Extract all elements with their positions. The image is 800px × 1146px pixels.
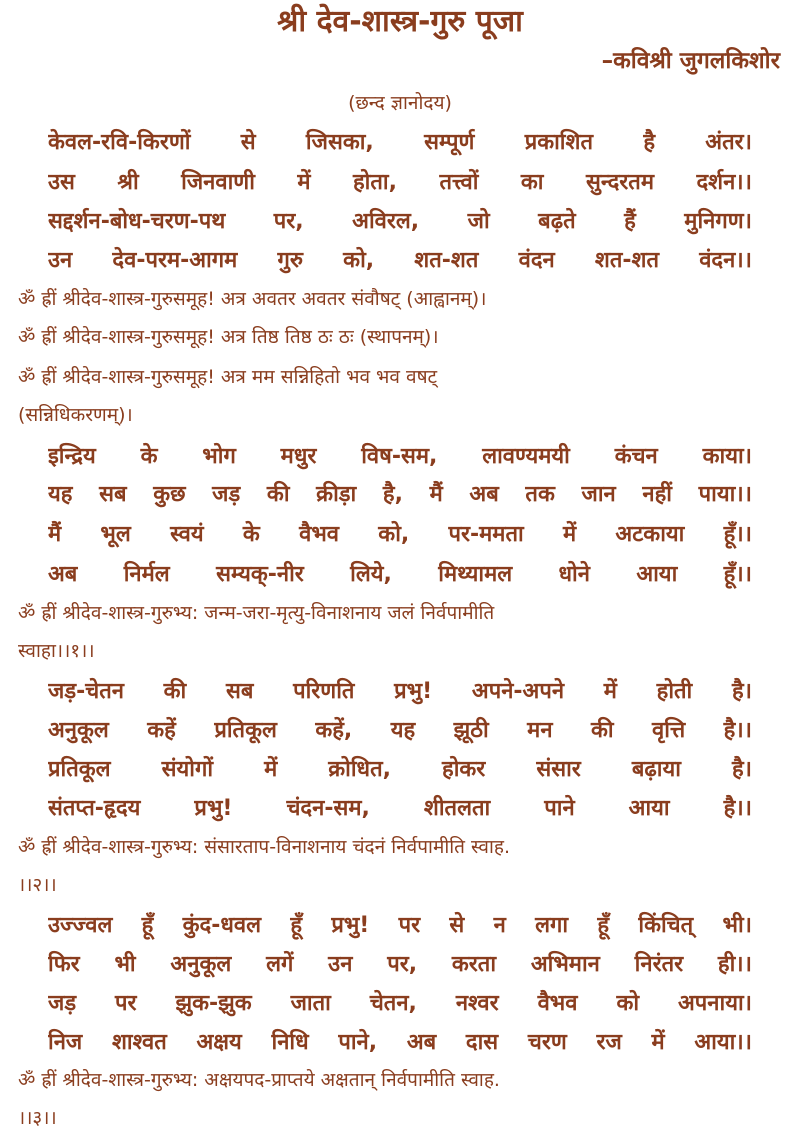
- mantra-line: ॐ ह्रीं श्रीदेव-शास्त्र-गुरुसमूह! अत्र तिष्ठ तिष्ठ ठः ठः (स्थापनम्)।: [18, 326, 439, 348]
- verse-line: मैं भूल स्वयं के वैभव को, पर-ममता में अटकाया हूँ।।: [48, 522, 752, 547]
- chhand-label: (छन्द ज्ञानोदय): [348, 92, 452, 114]
- verse-line: उन देव-परम-आगम गुरु को, शत-शत वंदन शत-शत वंदन।।: [48, 248, 752, 273]
- verse-line: अब निर्मल सम्यक्-नीर लिये, मिथ्यामल धोने आया हूँ।।: [48, 562, 752, 587]
- verse-line: सद्दर्शन-बोध-चरण-पथ पर, अविरल, जो बढ़ते हैं मुनिगण।: [48, 209, 752, 234]
- verse-line: यह सब कुछ जड़ की क्रीड़ा है, मैं अब तक जान नहीं पाया।।: [48, 482, 752, 507]
- verse-line: इन्द्रिय के भोग मधुर विष-सम, लावण्यमयी कंचन काया।: [48, 444, 752, 469]
- mantra-line: ॐ ह्रीं श्रीदेव-शास्त्र-गुरुभ्य: जन्म-जरा-मृत्यु-विनाशनाय जलं निर्वपामीति: [18, 602, 495, 624]
- mantra-line: ॐ ह्रीं श्रीदेव-शास्त्र-गुरुभ्य: संसारताप-विनाशनाय चंदनं निर्वपामीति स्वाह.: [18, 836, 511, 858]
- mantra-line: ॐ ह्रीं श्रीदेव-शास्त्र-गुरुसमूह! अत्र मम सन्निहितो भव भव वषट्: [18, 366, 438, 388]
- mantra-line: ।।२।।: [18, 874, 57, 896]
- verse-line: निज शाश्वत अक्षय निधि पाने, अब दास चरण रज में आया।।: [48, 1030, 752, 1055]
- verse-line: जड़ पर झुक-झुक जाता चेतन, नश्वर वैभव को अपनाया।: [48, 991, 752, 1016]
- verse-line: उस श्री जिनवाणी में होता, तत्त्वों का सुन्दरतम दर्शन।।: [48, 170, 752, 195]
- mantra-line: ॐ ह्रीं श्रीदेव-शास्त्र-गुरुभ्य: अक्षयपद-प्राप्तये अक्षतान् निर्वपामीति स्वाह.: [18, 1069, 500, 1091]
- verse-line: फिर भी अनुकूल लगें उन पर, करता अभिमान निरंतर ही।।: [48, 952, 752, 977]
- verse-line: संतप्त-हृदय प्रभु! चंदन-सम, शीतलता पाने आया है।।: [48, 796, 752, 821]
- mantra-line: ।।३।।: [18, 1107, 57, 1129]
- verse-line: अनुकूल कहें प्रतिकूल कहें, यह झूठी मन की वृत्ति है।।: [48, 718, 752, 743]
- mantra-line: (सन्निधिकरणम्)।: [18, 404, 133, 426]
- verse-line: उज्ज्वल हूँ कुंद-धवल हूँ प्रभु! पर से न लगा हूँ किंचित् भी।: [48, 913, 752, 938]
- mantra-line: स्वाहा।।१।।: [18, 640, 95, 662]
- verse-line: जड़-चेतन की सब परिणति प्रभु! अपने-अपने में होती है।: [48, 679, 752, 704]
- verse-line: प्रतिकूल संयोगों में क्रोधित, होकर संसार बढ़ाया है।: [48, 757, 752, 782]
- mantra-line: ॐ ह्रीं श्रीदेव-शास्त्र-गुरुसमूह! अत्र अवतर अवतर संवौषट् (आह्वानम्)।: [18, 288, 487, 310]
- verse-line: केवल-रवि-किरणों से जिसका, सम्पूर्ण प्रकाशित है अंतर।: [48, 130, 752, 155]
- author-credit: –कविश्री जुगलकिशोर: [601, 48, 780, 74]
- page-title: श्री देव-शास्त्र-गुरु पूजा: [277, 4, 523, 39]
